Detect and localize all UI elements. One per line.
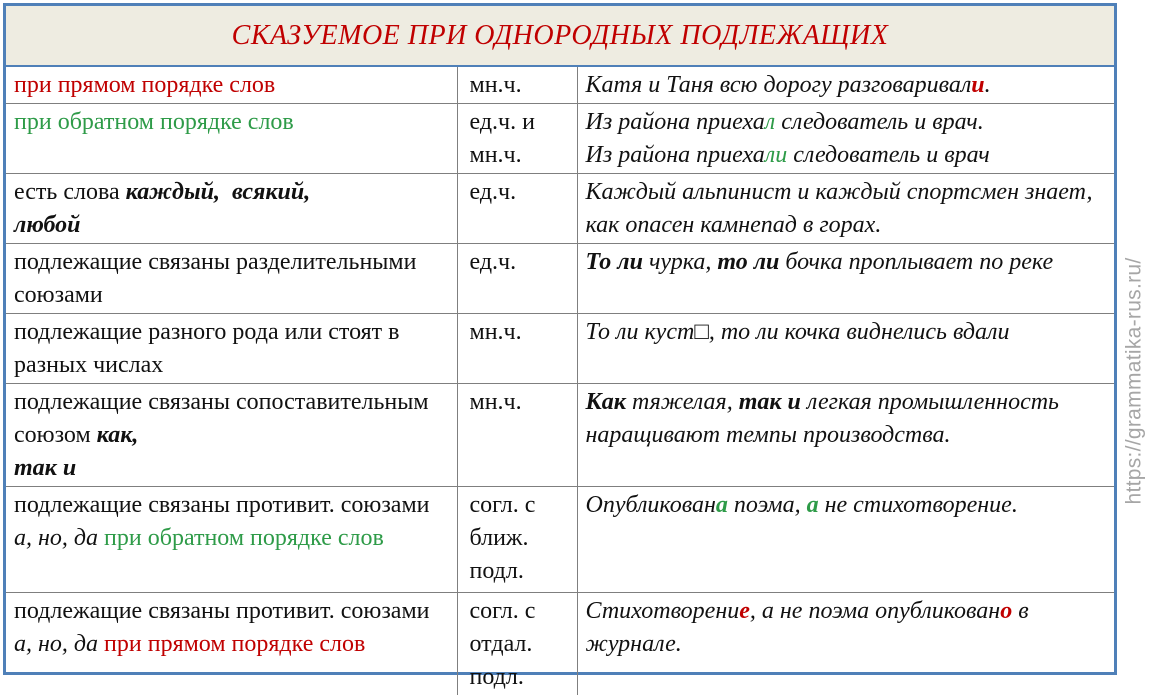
table-title xyxy=(6,6,1114,67)
number-text: мн.ч. xyxy=(470,319,522,345)
example-text: Катя и Таня всю дорогу разговаривал xyxy=(586,72,972,98)
example-text: Опубликован xyxy=(586,492,716,518)
rule-condition: при обратном порядке слов xyxy=(104,525,384,551)
table-row xyxy=(6,487,1114,593)
example-ending: а xyxy=(716,492,728,518)
number-cell xyxy=(457,314,577,384)
rule-cell xyxy=(6,314,457,384)
rule-keyword: так и xyxy=(14,455,76,481)
rule-cell xyxy=(6,487,457,593)
example-keyword: так и xyxy=(739,389,801,415)
example-cell xyxy=(577,104,1114,174)
example-text: не стихотворение. xyxy=(819,492,1018,518)
rule-text: при прямом порядке слов xyxy=(14,72,275,98)
rule-keyword: любой xyxy=(14,212,81,238)
number-text: ед.ч. xyxy=(470,249,517,275)
example-keyword: То ли xyxy=(586,319,639,345)
example-text: . xyxy=(985,72,991,98)
rule-cell xyxy=(6,593,457,695)
example-keyword: То ли xyxy=(586,249,643,275)
table-row xyxy=(6,67,1114,104)
example-text: Из района приеха xyxy=(586,109,765,135)
number-cell xyxy=(457,593,577,695)
example-text: следователь и врач. xyxy=(775,109,984,135)
number-text: ближ. xyxy=(470,522,567,555)
watermark xyxy=(1120,236,1150,526)
number-text: отдал. xyxy=(470,628,567,661)
number-cell xyxy=(457,104,577,174)
rules-table xyxy=(6,67,1114,695)
table-row xyxy=(6,104,1114,174)
example-cell xyxy=(577,487,1114,593)
table-title-text: СКАЗУЕМОЕ ПРИ ОДНОРОДНЫХ ПОДЛЕЖАЩИХ xyxy=(232,20,889,52)
rule-text: подлежащие связаны сопоставительным союзом xyxy=(14,389,429,448)
example-line xyxy=(586,139,1105,172)
example-text: поэма, xyxy=(728,492,807,518)
rule-text: подлежащие связаны противит. союзами xyxy=(14,492,429,518)
number-text: мн.ч. xyxy=(470,72,522,98)
number-cell xyxy=(457,67,577,104)
example-keyword: а xyxy=(807,492,819,518)
table-row xyxy=(6,384,1114,487)
example-keyword: то ли xyxy=(721,319,779,345)
number-text: мн.ч. xyxy=(470,389,522,415)
rule-text: есть слова xyxy=(14,179,126,205)
rule-cell xyxy=(6,67,457,104)
rule-text: подлежащие связаны разделительными союзами xyxy=(14,249,416,308)
number-text: подл. xyxy=(470,661,567,694)
example-text: Из района приеха xyxy=(586,142,765,168)
watermark-text: https://grammatika-rus.ru/ xyxy=(1123,257,1147,504)
number-cell xyxy=(457,244,577,314)
example-text: в журнале. xyxy=(586,598,1029,657)
example-text: Каждый альпинист и каждый спортсмен знает, как опасен камнепад в горах. xyxy=(586,179,1093,238)
number-text: согл. с xyxy=(470,595,567,628)
example-keyword: то ли xyxy=(717,249,779,275)
rule-condition: при прямом порядке слов xyxy=(104,631,365,657)
rule-keyword: а, но, да xyxy=(14,525,98,551)
example-cell xyxy=(577,593,1114,695)
example-keyword: Как xyxy=(586,389,626,415)
example-text: бочка проплывает по реке xyxy=(779,249,1053,275)
table-row xyxy=(6,314,1114,384)
example-ending: е xyxy=(739,598,750,624)
example-cell xyxy=(577,384,1114,487)
grammar-table-frame xyxy=(3,3,1117,675)
example-cell xyxy=(577,67,1114,104)
number-text: согл. с xyxy=(470,489,567,522)
rule-keyword: как, xyxy=(97,422,139,448)
table-row xyxy=(6,174,1114,244)
number-text: ед.ч. и xyxy=(470,106,567,139)
example-text: Стихотворени xyxy=(586,598,740,624)
number-text: подл. xyxy=(470,555,567,588)
example-line xyxy=(586,106,1105,139)
rule-text: при обратном порядке слов xyxy=(14,109,294,135)
example-text: легкая промышленность наращивают темпы производства. xyxy=(586,389,1059,448)
number-text: мн.ч. xyxy=(470,139,567,172)
rule-keyword: всякий, xyxy=(232,179,310,205)
number-cell xyxy=(457,384,577,487)
number-cell xyxy=(457,487,577,593)
example-text: следователь и врач xyxy=(787,142,990,168)
rule-cell xyxy=(6,384,457,487)
table-row xyxy=(6,593,1114,695)
example-cell xyxy=(577,174,1114,244)
example-ending: ли xyxy=(765,142,787,168)
example-ending: о xyxy=(1000,598,1012,624)
rule-cell xyxy=(6,174,457,244)
example-text: куст□, xyxy=(638,319,720,345)
number-cell xyxy=(457,174,577,244)
rule-text: подлежащие связаны противит. союзами xyxy=(14,598,429,624)
example-cell xyxy=(577,314,1114,384)
example-text: кочка виднелись вдали xyxy=(779,319,1010,345)
example-text: , а не поэма опубликован xyxy=(750,598,1000,624)
example-ending: л xyxy=(765,109,775,135)
example-cell xyxy=(577,244,1114,314)
example-ending: и xyxy=(971,72,984,98)
rule-keyword: а, но, да xyxy=(14,631,98,657)
example-text: тяжелая, xyxy=(626,389,739,415)
rule-cell xyxy=(6,244,457,314)
rule-keyword: каждый, xyxy=(126,179,220,205)
number-text: ед.ч. xyxy=(470,179,517,205)
rule-text: подлежащие разного рода или стоят в разных числах xyxy=(14,319,400,378)
table-row xyxy=(6,244,1114,314)
example-text: чурка, xyxy=(643,249,717,275)
rule-cell xyxy=(6,104,457,174)
